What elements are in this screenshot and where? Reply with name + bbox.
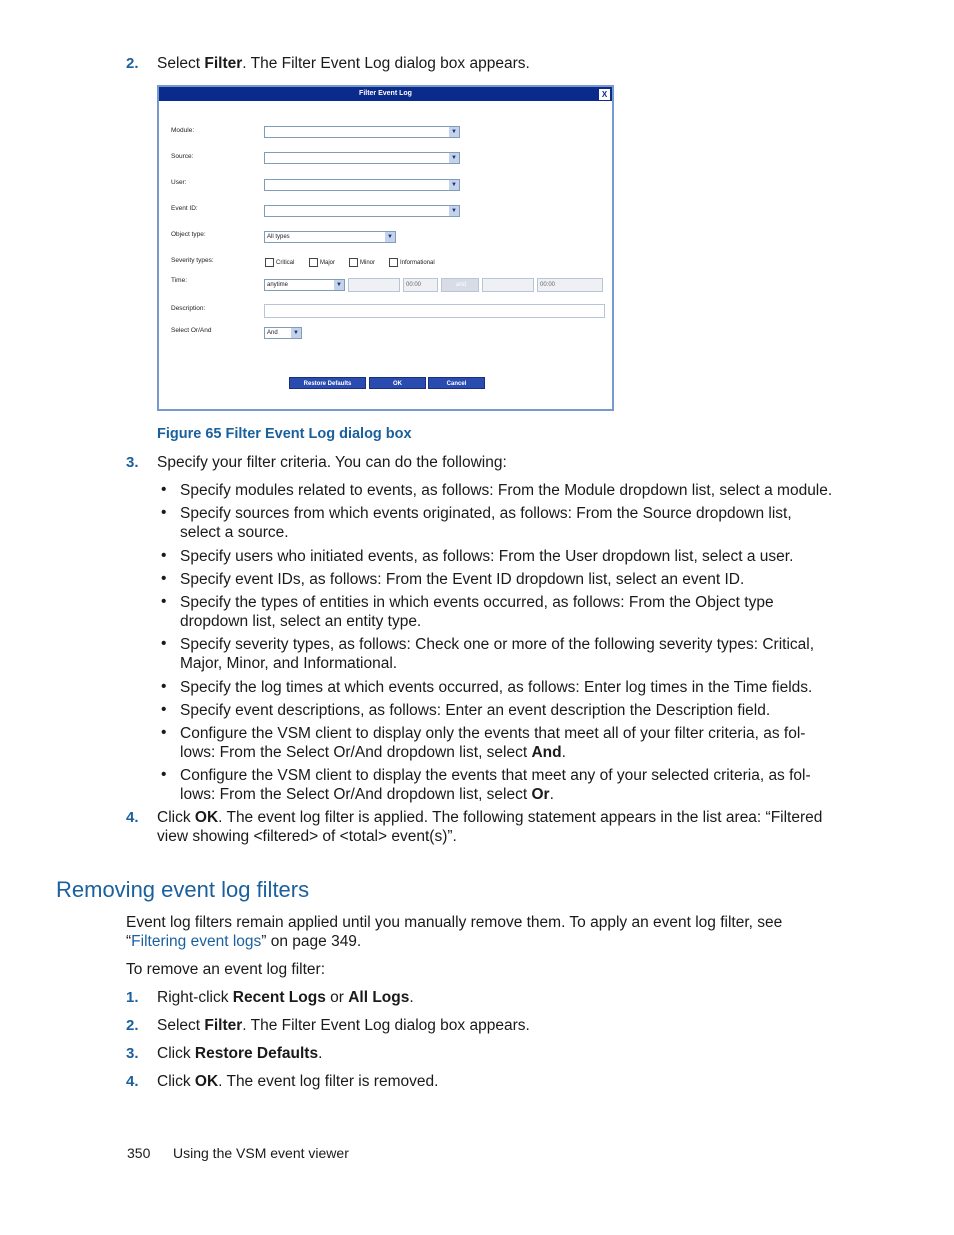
remove-step-2-number: 2. bbox=[126, 1017, 139, 1034]
filtering-event-logs-link[interactable]: Filtering event logs bbox=[131, 933, 262, 950]
step-2-text: Select Filter. The Filter Event Log dialog box appears. bbox=[157, 55, 530, 72]
intro-line-2: “Filtering event logs” on page 349. bbox=[126, 933, 362, 950]
chevron-down-icon: ▼ bbox=[449, 206, 459, 216]
remove-step-1-text: Right-click Recent Logs or All Logs. bbox=[157, 989, 414, 1006]
object-type-label: Object type: bbox=[171, 231, 206, 238]
step-3-text: Specify your filter criteria. You can do the following: bbox=[157, 454, 507, 471]
remove-step-4-text: Click OK. The event log filter is removed. bbox=[157, 1073, 439, 1090]
remove-step-1-number: 1. bbox=[126, 989, 139, 1006]
critical-checkbox[interactable]: Critical bbox=[265, 258, 294, 267]
bullet-item-line-1: Specify the log times at which events occurred, as follows: Enter log times in the Time fields. bbox=[180, 679, 813, 696]
select-or-and-label: Select Or/And bbox=[171, 327, 212, 334]
chevron-down-icon: ▼ bbox=[291, 328, 301, 338]
to-remove-text: To remove an event log filter: bbox=[126, 961, 326, 978]
step-4-text-line-1: Click OK. The event log filter is applied. The following statement appears in the list area: “Filtered bbox=[157, 809, 823, 826]
time-dropdown[interactable] bbox=[264, 279, 345, 291]
step-2-number: 2. bbox=[126, 55, 139, 72]
bullet-item-line-2: lows: From the Select Or/And dropdown list, select Or. bbox=[180, 786, 554, 803]
source-dropdown[interactable] bbox=[264, 152, 460, 164]
page-number: 350 bbox=[127, 1145, 151, 1161]
bullet-item-line-2: select a source. bbox=[180, 524, 289, 541]
remove-step-3-number: 3. bbox=[126, 1045, 139, 1062]
end-time-field[interactable]: 00:00 bbox=[537, 278, 603, 292]
remove-step-4-number: 4. bbox=[126, 1073, 139, 1090]
footer-title: Using the VSM event viewer bbox=[173, 1145, 349, 1161]
bullet-icon: • bbox=[161, 766, 167, 783]
time-value: anytime bbox=[267, 282, 289, 288]
bullet-icon: • bbox=[161, 593, 167, 610]
figure-caption: Figure 65 Filter Event Log dialog box bbox=[157, 426, 412, 442]
bullet-icon: • bbox=[161, 570, 167, 587]
object-type-value: All types bbox=[267, 234, 290, 240]
time-label: Time: bbox=[171, 277, 188, 284]
bullet-item-line-2: lows: From the Select Or/And dropdown list, select And. bbox=[180, 744, 566, 761]
bullet-item-line-1: Configure the VSM client to display only the events that meet all of your filter criteria, as fol- bbox=[180, 725, 806, 742]
end-date-field[interactable] bbox=[482, 278, 534, 292]
bullet-item-line-2: Major, Minor, and Informational. bbox=[180, 655, 398, 672]
close-icon[interactable]: X bbox=[599, 89, 610, 100]
bullet-icon: • bbox=[161, 724, 167, 741]
restore-defaults-button[interactable]: Restore Defaults bbox=[289, 377, 366, 389]
bullet-item-line-1: Configure the VSM client to display the events that meet any of your selected criteria, as fol- bbox=[180, 767, 811, 784]
bullet-item-line-1: Specify event descriptions, as follows: Enter an event description the Description field. bbox=[180, 702, 771, 719]
user-label: User: bbox=[171, 179, 187, 186]
description-input[interactable] bbox=[264, 304, 605, 318]
step-3-number: 3. bbox=[126, 454, 139, 471]
filter-event-log-dialog bbox=[157, 85, 614, 411]
source-label: Source: bbox=[171, 153, 194, 160]
ok-button[interactable]: OK bbox=[369, 377, 426, 389]
chevron-down-icon: ▼ bbox=[385, 232, 395, 242]
minor-checkbox[interactable]: Minor bbox=[349, 258, 375, 267]
or-and-value: And bbox=[267, 330, 278, 336]
chevron-down-icon: ▼ bbox=[449, 127, 459, 137]
start-date-field[interactable] bbox=[348, 278, 400, 292]
bullet-item-line-1: Specify sources from which events originated, as follows: From the Source dropdown list, bbox=[180, 505, 792, 522]
event-id-dropdown[interactable] bbox=[264, 205, 460, 217]
intro-line-1: Event log filters remain applied until you manually remove them. To apply an event log filter, see bbox=[126, 914, 783, 931]
remove-step-2-text: Select Filter. The Filter Event Log dialog box appears. bbox=[157, 1017, 530, 1034]
bullet-icon: • bbox=[161, 547, 167, 564]
section-heading: Removing event log filters bbox=[56, 877, 310, 902]
description-label: Description: bbox=[171, 305, 206, 312]
chevron-down-icon: ▼ bbox=[334, 280, 344, 290]
chevron-down-icon: ▼ bbox=[449, 153, 459, 163]
bullet-item-line-1: Specify users who initiated events, as follows: From the User dropdown list, select a user. bbox=[180, 548, 794, 565]
and-button[interactable]: and bbox=[441, 278, 479, 292]
chevron-down-icon: ▼ bbox=[449, 180, 459, 190]
or-and-dropdown[interactable] bbox=[264, 327, 302, 339]
module-dropdown[interactable] bbox=[264, 126, 460, 138]
step-4-text-line-2: view showing <filtered> of <total> event(s)”. bbox=[157, 828, 457, 845]
bullet-item-line-2: dropdown list, select an entity type. bbox=[180, 613, 422, 630]
bullet-icon: • bbox=[161, 701, 167, 718]
dialog-title: Filter Event Log bbox=[159, 87, 612, 101]
bullet-item-line-1: Specify modules related to events, as follows: From the Module dropdown list, select a module. bbox=[180, 482, 833, 499]
start-time-field[interactable]: 00:00 bbox=[403, 278, 438, 292]
major-checkbox[interactable]: Major bbox=[309, 258, 335, 267]
bullet-icon: • bbox=[161, 481, 167, 498]
module-label: Module: bbox=[171, 127, 195, 134]
user-dropdown[interactable] bbox=[264, 179, 460, 191]
bullet-icon: • bbox=[161, 678, 167, 695]
object-type-dropdown[interactable] bbox=[264, 231, 396, 243]
informational-checkbox[interactable]: Informational bbox=[389, 258, 435, 267]
bullet-icon: • bbox=[161, 504, 167, 521]
cancel-button[interactable]: Cancel bbox=[428, 377, 485, 389]
event-id-label: Event ID: bbox=[171, 205, 198, 212]
step-4-number: 4. bbox=[126, 809, 139, 826]
remove-step-3-text: Click Restore Defaults. bbox=[157, 1045, 323, 1062]
severity-label: Severity types: bbox=[171, 257, 214, 264]
bullet-item-line-1: Specify severity types, as follows: Check one or more of the following severity types: Critical, bbox=[180, 636, 815, 653]
bullet-icon: • bbox=[161, 635, 167, 652]
bullet-item-line-1: Specify event IDs, as follows: From the Event ID dropdown list, select an event ID. bbox=[180, 571, 745, 588]
bullet-item-line-1: Specify the types of entities in which events occurred, as follows: From the Object type bbox=[180, 594, 774, 611]
